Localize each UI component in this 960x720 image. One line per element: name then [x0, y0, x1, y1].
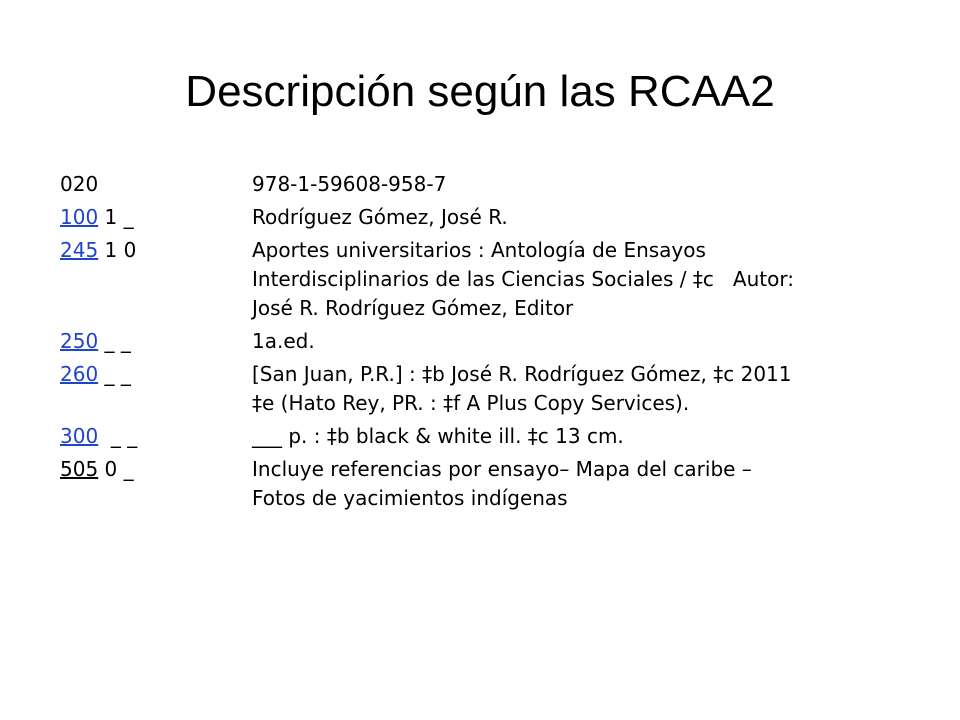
- field-100-line-1: Rodríguez Gómez, José R.: [252, 205, 508, 229]
- field-260-line-1: [San Juan, P.R.] : ‡b José R. Rodríguez Gómez, ‡c 2011: [252, 362, 792, 386]
- tag-250-link[interactable]: 250: [60, 329, 99, 353]
- field-245-label: [60, 236, 136, 265]
- field-245-line-1: Aportes universitarios : Antología de Ensayos: [252, 238, 706, 262]
- field-020-line-1: 978-1-59608-958-7: [252, 172, 447, 196]
- field-260-value: [252, 360, 920, 418]
- field-100-label: [60, 203, 134, 232]
- field-245: [60, 236, 920, 323]
- field-505-label: [60, 455, 134, 484]
- field-250-value: [252, 327, 920, 356]
- field-250-label: [60, 327, 131, 356]
- field-505: [60, 455, 920, 513]
- field-245-line-3: José R. Rodríguez Gómez, Editor: [252, 296, 574, 320]
- field-300-label: [60, 422, 137, 451]
- tag-260-link[interactable]: 260: [60, 362, 99, 386]
- tag-245-link[interactable]: 245: [60, 238, 99, 262]
- indicators-300: _ _: [98, 424, 138, 448]
- indicators-100: 1 _: [98, 205, 134, 229]
- field-505-value: [252, 455, 920, 513]
- indicators-250: _ _: [98, 329, 131, 353]
- field-020-label: [60, 170, 98, 199]
- field-100-value: [252, 203, 920, 232]
- tag-505: 505: [60, 457, 99, 481]
- page-title: Descripción según las RCAA2: [185, 67, 775, 116]
- indicators-260: _ _: [98, 362, 131, 386]
- field-300-value: [252, 422, 920, 451]
- tag-100-link[interactable]: 100: [60, 205, 99, 229]
- field-245-value: [252, 236, 920, 323]
- field-300-line-1: ___ p. : ‡b black & white ill. ‡c 13 cm.: [252, 424, 624, 448]
- field-020: [60, 170, 920, 199]
- field-250-line-1: 1a.ed.: [252, 329, 315, 353]
- field-260-label: [60, 360, 131, 389]
- field-020-value: [252, 170, 920, 199]
- marc-record: [60, 170, 920, 517]
- indicators-245: 1 0: [98, 238, 137, 262]
- field-100: [60, 203, 920, 232]
- tag-300-link[interactable]: 300: [60, 424, 99, 448]
- field-245-line-2: Interdisciplinarios de las Ciencias Sociales / ‡c Autor:: [252, 267, 794, 291]
- field-260: [60, 360, 920, 418]
- field-300: [60, 422, 920, 451]
- indicators-505: 0 _: [98, 457, 134, 481]
- field-505-line-2: Fotos de yacimientos indígenas: [252, 486, 568, 510]
- field-505-line-1: Incluye referencias por ensayo– Mapa del caribe –: [252, 457, 752, 481]
- tag-020: 020: [60, 172, 99, 196]
- field-260-line-2: ‡e (Hato Rey, PR. : ‡f A Plus Copy Services).: [252, 391, 690, 415]
- field-250: [60, 327, 920, 356]
